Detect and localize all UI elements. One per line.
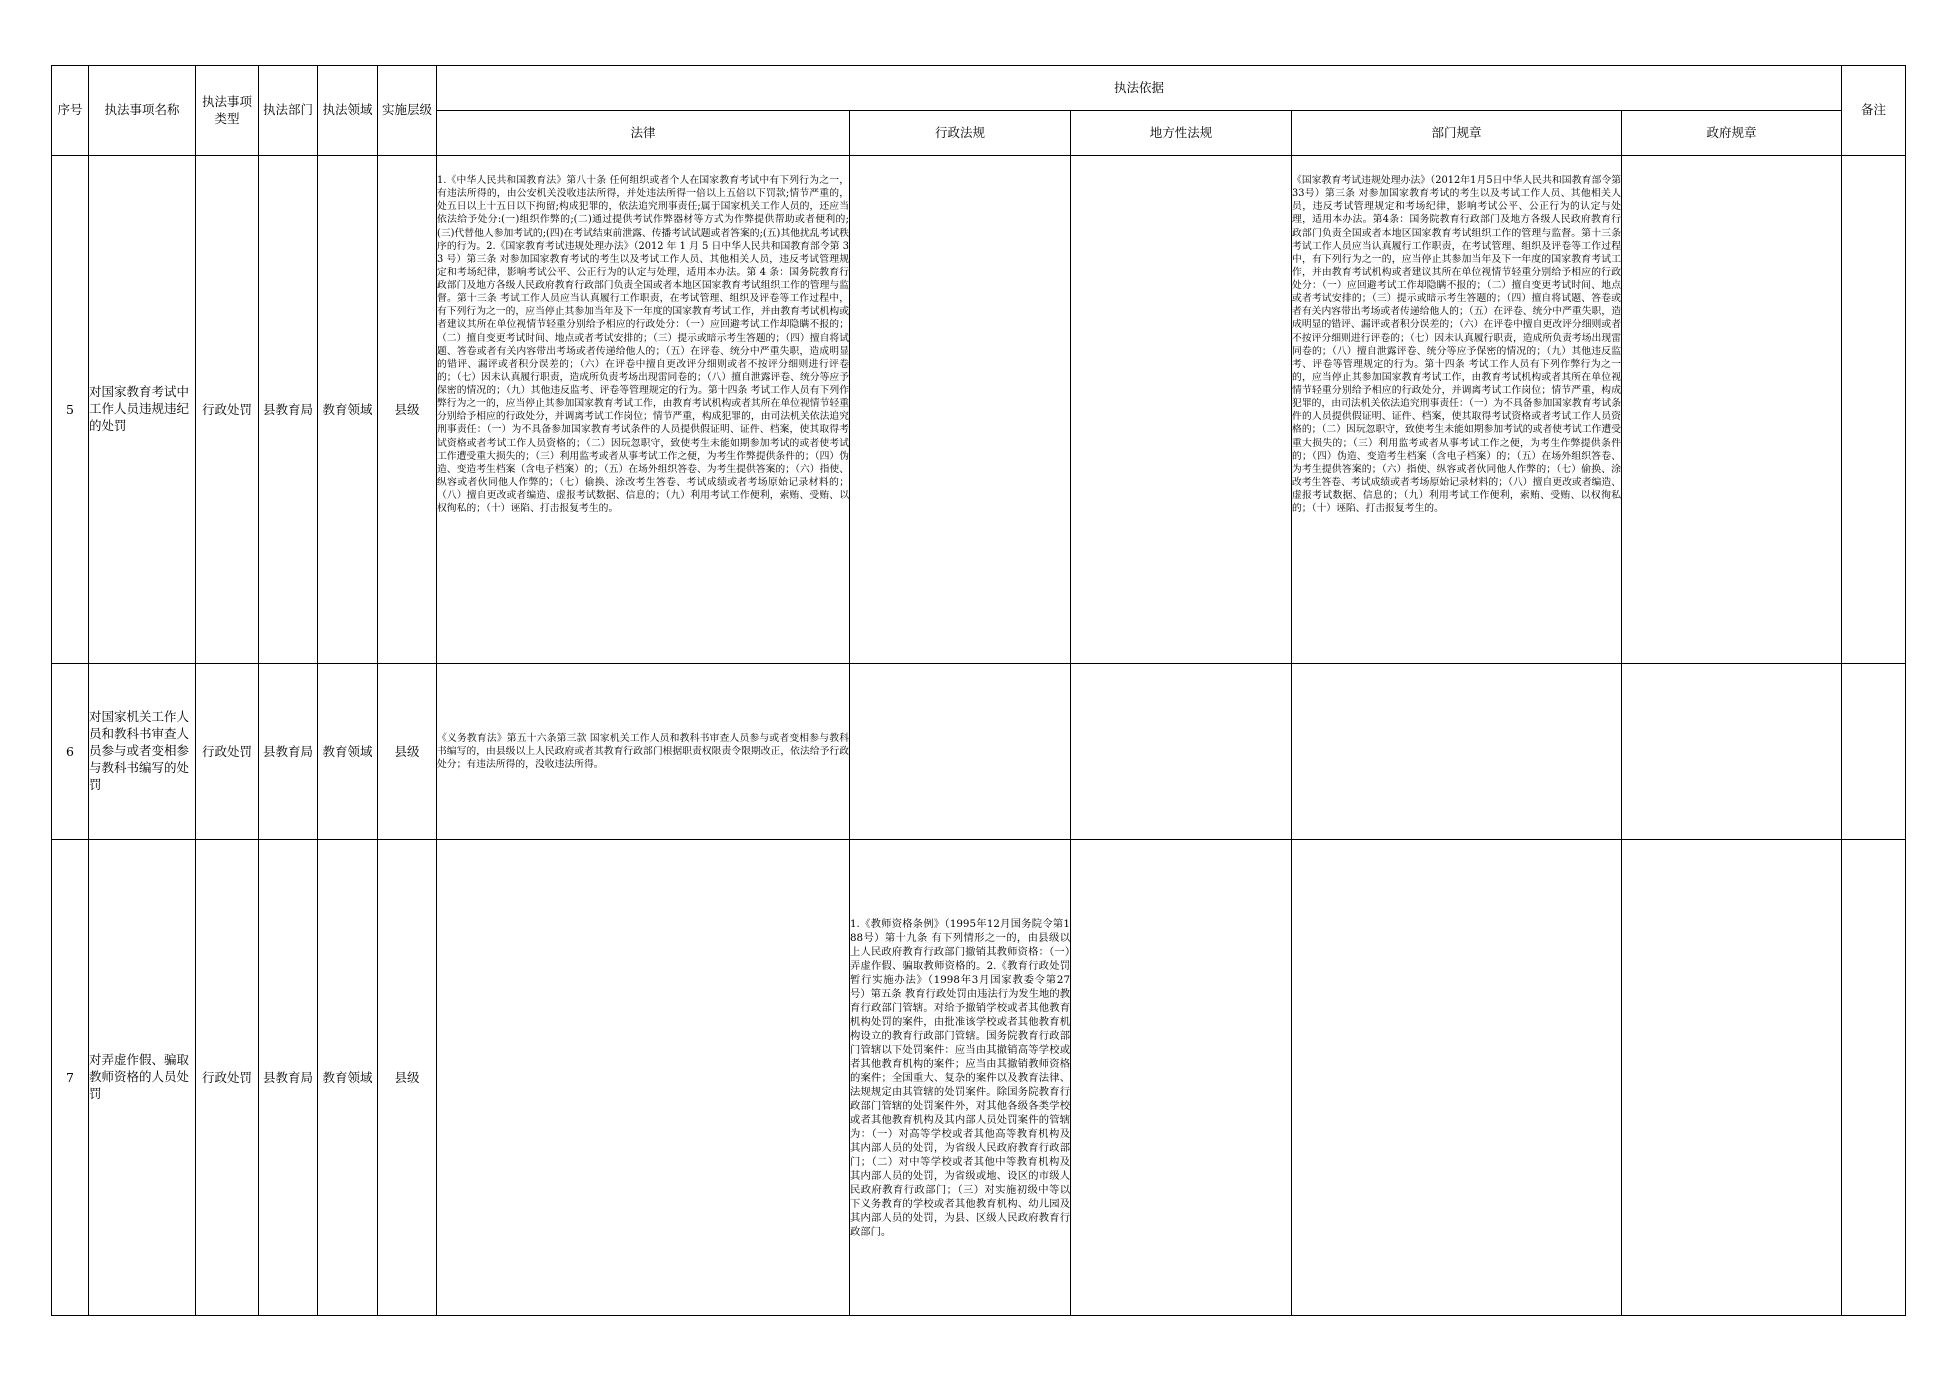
header-enforcement-basis: 执法依据 bbox=[437, 66, 1842, 111]
cell-local-regulation bbox=[1071, 156, 1292, 664]
cell-admin-regulation bbox=[850, 664, 1071, 840]
cell-note bbox=[1842, 664, 1906, 840]
cell-note bbox=[1842, 156, 1906, 664]
cell-department-rule: 《国家教育考试违规处理办法》（2012年1月5日中华人民共和国教育部令第33号）第三条 对参加国家教育考试的考生以及考试工作人员、其他相关人员，违反考试管理规定和考场纪律，影响考试公平、公正行为的认定与处理，适用本办法。第4条：国务院教育行政部门及地方各级人民政府教育行政部门负责全国或者本地区国家教育考试组织工作的管理与监督。第十三条 考试工作人员应当认真履行工作职责，在考试管理、组织及评卷等工作过程中，有下列行为之一的，应当停止其参加当年及下一年度的国家教育考试工作，并由教育考试机构或者建议其所在单位视情节轻重分别给予相应的行政处分：（一）应回避考试工作却隐瞒不报的；（二）擅自变更考试时间、地点或者考试安排的；（三）提示或暗示考生答题的；（四）擅自将试题、答卷或者有关内容带出考场或者传递给他人的；（五）在评卷、统分中严重失职，造成明显的错评、漏评或者积分误差的；（六）在评卷中擅自更改评分细则或者不按评分细则进行评卷的；（七）因未认真履行职责，造成所负责考场出现雷同卷的；（八）擅自泄露评卷、统分等应予保密的情况的；（九）其他违反监考、评卷等管理规定的行为。第十四条 考试工作人员有下列作弊行为之一的，应当停止其参加国家教育考试工作，由教育考试机构或者其所在单位视情节轻重分别给予相应的行政处分，并调离考试工作岗位；情节严重，构成犯罪的，由司法机关依法追究刑事责任：（一）为不具备参加国家教育考试条件的人员提供假证明、证件、档案，使其取得考试资格或者考试工作人员资格的；（二）因玩忽职守，致使考生未能如期参加考试的或者使考试工作遭受重大损失的；（三）利用监考或者从事考试工作之便，为考生作弊提供条件的；（四）伪造、变造考生档案（含电子档案）的；（五）在场外组织答卷、为考生提供答案的；（六）指使、纵容或者伙同他人作弊的；（七）偷换、涂改考生答卷、考试成绩或者考场原始记录材料的；（八）擅自更改或者编造、虚报考试数据、信息的；（九）利用考试工作便利，索贿、受贿、以权徇私的；（十）诬陷、打击报复考生的。 bbox=[1292, 156, 1622, 664]
cell-seq: 5 bbox=[52, 156, 89, 664]
header-level: 实施层级 bbox=[378, 66, 437, 156]
table-row bbox=[52, 156, 1906, 664]
cell-item-name: 对国家机关工作人员和教科书审查人员参与或者变相参与教科书编写的处罚 bbox=[89, 664, 196, 840]
cell-local-regulation bbox=[1071, 840, 1292, 1316]
header-department-rule: 部门规章 bbox=[1292, 111, 1622, 156]
cell-admin-regulation: 1.《教师资格条例》（1995年12月国务院令第188号）第十九条 有下列情形之一的，由县级以上人民政府教育行政部门撤销其教师资格：（一）弄虚作假、骗取教师资格的。2.《教育行政处罚暂行实施办法》（1998年3月国家教委令第27号）第五条 教育行政处罚由违法行为发生地的教育行政部门管辖。对给予撤销学校或者其他教育机构处罚的案件，由批准该学校或者其他教育机构设立的教育行政部门管辖。国务院教育行政部门管辖以下处罚案件：应当由其撤销高等学校或者其他教育机构的案件；应当由其撤销教师资格的案件；全国重大、复杂的案件以及教育法律、法规规定由其管辖的处罚案件。除国务院教育行政部门管辖的处罚案件外，对其他各级各类学校或者其他教育机构及其内部人员处罚案件的管辖为：（一）对高等学校或者其他高等教育机构及其内部人员的处罚，为省级人民政府教育行政部门；（二）对中等学校或者其他中等教育机构及其内部人员的处罚，为省级或地、设区的市级人民政府教育行政部门；（三）对实施初级中等以下义务教育的学校或者其他教育机构、幼儿园及其内部人员的处罚，为县、区级人民政府教育行政部门。 bbox=[850, 840, 1071, 1316]
cell-item-type: 行政处罚 bbox=[196, 156, 259, 664]
header-admin-regulation: 行政法规 bbox=[850, 111, 1071, 156]
header-note: 备注 bbox=[1842, 66, 1906, 156]
table-row bbox=[52, 664, 1906, 840]
header-government-rule: 政府规章 bbox=[1622, 111, 1842, 156]
cell-law bbox=[437, 840, 850, 1316]
cell-law: 《义务教育法》第五十六条第三款 国家机关工作人员和教科书审查人员参与或者变相参与教科书编写的，由县级以上人民政府或者其教育行政部门根据职责权限责令限期改正，依法给予行政处分；有违法所得的，没收违法所得。 bbox=[437, 664, 850, 840]
cell-item-name: 对国家教育考试中工作人员违规违纪的处罚 bbox=[89, 156, 196, 664]
cell-government-rule bbox=[1622, 156, 1842, 664]
cell-item-type: 行政处罚 bbox=[196, 840, 259, 1316]
cell-department-rule bbox=[1292, 840, 1622, 1316]
header-law: 法律 bbox=[437, 111, 850, 156]
header-field: 执法领域 bbox=[318, 66, 378, 156]
cell-seq: 7 bbox=[52, 840, 89, 1316]
cell-field: 教育领域 bbox=[318, 840, 378, 1316]
cell-department: 县教育局 bbox=[259, 156, 318, 664]
cell-item-type: 行政处罚 bbox=[196, 664, 259, 840]
cell-government-rule bbox=[1622, 840, 1842, 1316]
cell-level: 县级 bbox=[378, 664, 437, 840]
cell-field: 教育领域 bbox=[318, 156, 378, 664]
cell-field: 教育领域 bbox=[318, 664, 378, 840]
header-local-regulation: 地方性法规 bbox=[1071, 111, 1292, 156]
header-item-type: 执法事项类型 bbox=[196, 66, 259, 156]
cell-local-regulation bbox=[1071, 664, 1292, 840]
cell-item-name: 对弄虚作假、骗取教师资格的人员处罚 bbox=[89, 840, 196, 1316]
cell-admin-regulation bbox=[850, 156, 1071, 664]
cell-government-rule bbox=[1622, 664, 1842, 840]
cell-seq: 6 bbox=[52, 664, 89, 840]
cell-note bbox=[1842, 840, 1906, 1316]
cell-level: 县级 bbox=[378, 840, 437, 1316]
cell-department: 县教育局 bbox=[259, 840, 318, 1316]
table-row bbox=[52, 840, 1906, 1316]
law-enforcement-table bbox=[51, 65, 1906, 1316]
header-seq: 序号 bbox=[52, 66, 89, 156]
cell-department: 县教育局 bbox=[259, 664, 318, 840]
cell-law: 1.《中华人民共和国教育法》第八十条 任何组织或者个人在国家教育考试中有下列行为之一，有违法所得的，由公安机关没收违法所得，并处违法所得一倍以上五倍以下罚款;情节严重的，处五日以上十五日以下拘留;构成犯罪的，依法追究刑事责任;属于国家机关工作人员的，还应当依法给予处分:(一)组织作弊的;(二)通过提供考试作弊器材等方式为作弊提供帮助或者便利的;(三)代替他人参加考试的;(四)在考试结束前泄露、传播考试试题或者答案的;(五)其他扰乱考试秩序的行为。2.《国家教育考试违规处理办法》（2012 年 1 月 5 日中华人民共和国教育部令第 33 号）第三条 对参加国家教育考试的考生以及考试工作人员、其他相关人员，违反考试管理规定和考场纪律，影响考试公平、公正行为的认定与处理，适用本办法。第 4 条：国务院教育行政部门及地方各级人民政府教育行政部门负责全国或者本地区国家教育考试组织工作的管理与监督。第十三条 考试工作人员应当认真履行工作职责，在考试管理、组织及评卷等工作过程中，有下列行为之一的，应当停止其参加当年及下一年度的国家教育考试工作，并由教育考试机构或者建议其所在单位视情节轻重分别给予相应的行政处分：（一）应回避考试工作却隐瞒不报的；（二）擅自变更考试时间、地点或者考试安排的；（三）提示或暗示考生答题的；（四）擅自将试题、答卷或者有关内容带出考场或者传递给他人的；（五）在评卷、统分中严重失职，造成明显的错评、漏评或者积分误差的；（六）在评卷中擅自更改评分细则或者不按评分细则进行评卷的；（七）因未认真履行职责，造成所负责考场出现雷同卷的；（八）擅自泄露评卷、统分等应予保密的情况的；（九）其他违反监考、评卷等管理规定的行为。第十四条 考试工作人员有下列作弊行为之一的，应当停止其参加国家教育考试工作，由教育考试机构或者其所在单位视情节轻重分别给予相应的行政处分，并调离考试工作岗位；情节严重，构成犯罪的，由司法机关依法追究刑事责任：（一）为不具备参加国家教育考试条件的人员提供假证明、证件、档案，使其取得考试资格或者考试工作人员资格的；（二）因玩忽职守，致使考生未能如期参加考试的或者使考试工作遭受重大损失的；（三）利用监考或者从事考试工作之便，为考生作弊提供条件的；（四）伪造、变造考生档案（含电子档案）的；（五）在场外组织答卷、为考生提供答案的；（六）指使、纵容或者伙同他人作弊的；（七）偷换、涂改考生答卷、考试成绩或者考场原始记录材料的；（八）擅自更改或者编造、虚报考试数据、信息的；（九）利用考试工作便利，索贿、受贿、以权徇私的；（十）诬陷、打击报复考生的。 bbox=[437, 156, 850, 664]
cell-level: 县级 bbox=[378, 156, 437, 664]
header-item-name: 执法事项名称 bbox=[89, 66, 196, 156]
header-department: 执法部门 bbox=[259, 66, 318, 156]
cell-department-rule bbox=[1292, 664, 1622, 840]
